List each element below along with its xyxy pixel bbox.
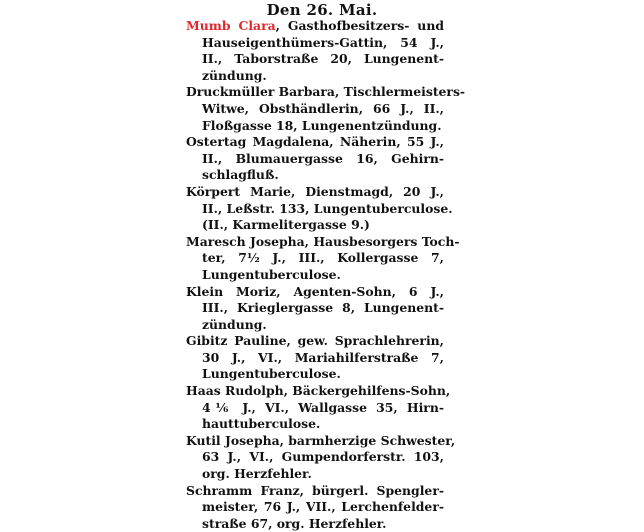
entry-line: 63 J., VI., Gumpendorferstr. 103, (202, 449, 444, 465)
entry-line: Floßgasse 18, Lungenentzündung. (202, 117, 442, 133)
entry-line: Klein Moriz, Agenten-Sohn, 6 J., (186, 283, 444, 299)
entry-line: org. Herzfehler. (202, 466, 312, 482)
entry-line: Körpert Marie, Dienstmagd, 20 J., (186, 183, 444, 199)
entry-line: Haas Rudolph, Bäckergehilfens-Sohn, (186, 383, 451, 399)
register-entry (186, 383, 451, 433)
entry-line: straße 67, org. Herzfehler. (202, 515, 387, 531)
entry-line: Hauseigenthümers-Gattin, 54 J., (202, 34, 444, 50)
entry-line: Druckmüller Barbara, Tischlermeisters- (186, 84, 466, 100)
entry-line: Lungentuberculose. (202, 266, 341, 282)
register-entry (186, 233, 460, 284)
entry-line: II., Taborstraße 20, Lungenent- (202, 51, 444, 67)
entry-line: (II., Karmelitergasse 9.) (202, 217, 370, 233)
entry-line: Maresch Josepha, Hausbesorgers Toch- (186, 233, 460, 249)
entry-line: Lungentuberculose. (202, 366, 341, 382)
register-entry (186, 483, 444, 532)
register-entry (186, 333, 444, 383)
register-entry (186, 183, 453, 234)
entry-line: zündung. (202, 67, 267, 83)
highlighted-name: Mumb Clara (186, 18, 276, 33)
entry-line: Ostertag Magdalena, Näherin, 55 J., (186, 134, 444, 150)
register-entry (186, 134, 444, 184)
entry-line: III., Krieglergasse 8, Lungenent- (202, 300, 444, 316)
entry-line: ter, 7½ J., III., Kollergasse 7, (202, 250, 444, 266)
entry-line: Kutil Josepha, barmherzige Schwester, (186, 432, 456, 448)
entry-line: II., Blumauergasse 16, Gehirn- (202, 150, 444, 166)
entry-line: II., Leßstr. 133, Lungentuberculose. (202, 200, 453, 216)
entry-line: zündung. (202, 316, 267, 332)
register-entry (186, 18, 444, 84)
register-entry (186, 432, 456, 483)
entry-line: schlagfluß. (202, 167, 279, 183)
date-heading: Den 26. Mai. (266, 1, 378, 19)
death-register-list (186, 18, 466, 532)
entry-line: Mumb Clara, Gasthofbesitzers- und (186, 18, 444, 33)
entry-line: hauttuberculose. (202, 416, 321, 432)
entry-line: Gibitz Pauline, gew. Sprachlehrerin, (186, 333, 444, 349)
entry-line: 30 J., VI., Mariahilferstraße 7, (202, 349, 444, 365)
entry-line: meister, 76 J., VII., Lerchenfelder- (202, 499, 444, 515)
entry-line: Witwe, Obsthändlerin, 66 J., II., (202, 100, 444, 116)
register-entry (186, 84, 466, 134)
entry-line: Schramm Franz, bürgerl. Spengler- (186, 482, 444, 498)
entry-line: 4⅙ J., VI., Wallgasse 35, Hirn- (202, 399, 444, 415)
register-entry (186, 284, 444, 334)
